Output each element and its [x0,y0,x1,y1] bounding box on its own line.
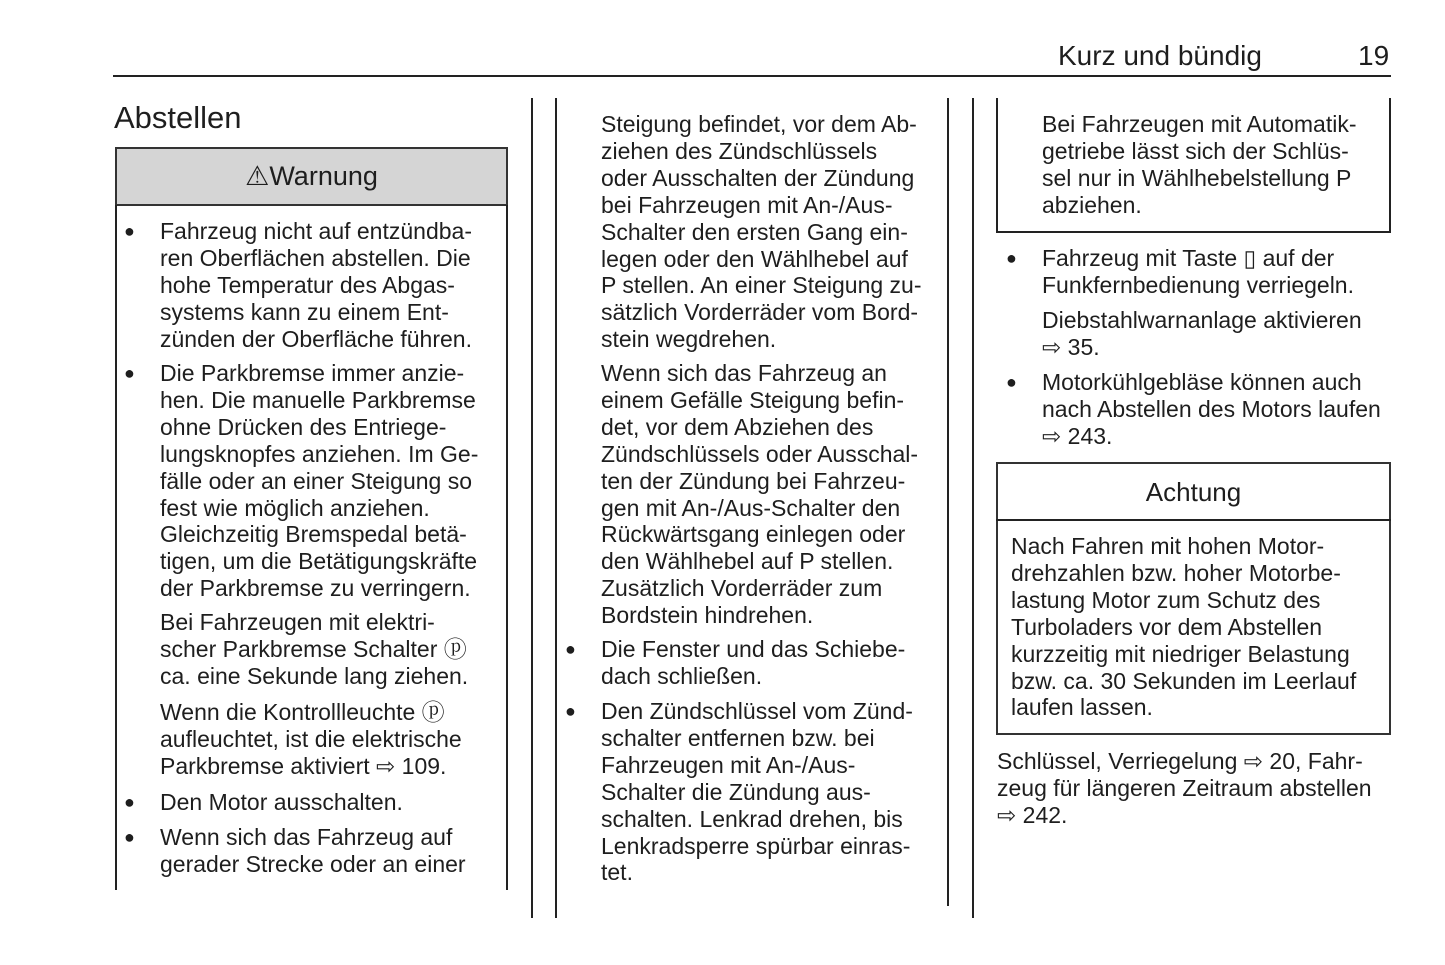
text-line: Parkbremse aktiviert ⇨ 109. [160,752,447,779]
bullet-icon: ● [124,221,135,241]
text-line: sel nur in Wählhebelstellung P [1042,164,1352,191]
text-line: Steigung befindet, vor dem Ab- [601,111,917,137]
text-line: stein wegdrehen. [601,326,777,353]
section-title: Kurz und bündig [1058,40,1262,71]
text-line: Gleichzeitig Bremspedal betä- [160,521,467,548]
text-line: fälle oder an einer Steigung so [160,467,472,494]
text-line: laufen lassen. [1011,694,1153,721]
text-line: Rückwärtsgang einlegen oder [601,521,906,548]
text-line: getriebe lässt sich der Schlüs- [1042,137,1349,164]
text-line: ⇨ 242. [997,801,1068,828]
caution-label: Achtung [1145,477,1242,507]
text-line: tigen, um die Betätigungskräfte [160,548,478,575]
text-line: legen oder den Wählhebel auf [601,245,908,272]
text-line: lungsknopfes anziehen. Im Ge- [160,440,479,467]
text-line: Turboladers vor dem Abstellen [1011,613,1323,640]
warning-triangle-icon: ⚠ [245,161,270,191]
text-line: zünden der Oberfläche führen. [160,325,472,352]
bullet-icon: ● [124,363,135,383]
text-line: nach Abstellen des Motors laufen [1042,395,1381,422]
text-line: ten der Zündung bei Fahrzeu- [601,467,906,494]
text-line: dach schließen. [601,662,763,689]
warning-box-left-border [555,98,557,918]
text-line: Bordstein hindrehen. [601,602,814,629]
text-line: zeug für längeren Zeitraum abstellen [997,774,1372,801]
text-line: kurzzeitig mit niedriger Belastung [1011,640,1350,667]
page-title: Abstellen [114,100,242,135]
page-number: 19 [1358,40,1390,71]
text-line: bei Fahrzeugen mit An-/Aus- [601,191,893,218]
text-line: der Parkbremse zu verringern. [160,575,471,602]
text-line: Den Motor ausschalten. [160,789,403,815]
bullet-icon: ● [124,827,135,847]
column-divider [972,98,974,918]
text-line: einem Gefälle Steigung befin- [601,386,905,413]
text-line: Den Zündschlüssel vom Zünd- [601,698,913,724]
text-line: Wenn die Kontrollleuchte ⓟ [160,699,445,725]
text-line: hohe Temperatur des Abgas- [160,271,455,298]
text-line: aufleuchtet, ist die elektrische [160,725,462,752]
text-line: gerader Strecke oder an einer [160,850,466,877]
bullet-icon: ● [1006,248,1017,268]
text-line: Bei Fahrzeugen mit Automatik- [1042,111,1357,137]
text-line: gen mit An-/Aus-Schalter den [601,494,901,521]
text-line: abziehen. [1042,191,1142,218]
warning-box-left-border [115,205,117,890]
text-line: bzw. ca. 30 Sekunden im Leerlauf [1011,667,1357,694]
text-line: oder Ausschalten der Zündung [601,164,915,191]
warning-box-right-border [1389,98,1391,233]
bullet-icon: ● [565,639,576,659]
text-line: scher Parkbremse Schalter ⓟ [160,635,467,662]
text-line: Funkfernbedienung verriegeln. [1042,271,1354,298]
text-line: Zusätzlich Vorderräder zum [601,575,883,602]
bullet-icon: ● [565,701,576,721]
text-line: Die Fenster und das Schiebe- [601,636,906,662]
text-line: Wenn sich das Fahrzeug an [601,360,887,386]
warning-box-bottom-border [996,231,1391,233]
text-line: Schalter den ersten Gang ein- [601,218,908,245]
bullet-icon: ● [1006,372,1017,392]
text-line: systems kann zu einem Ent- [160,298,449,325]
text-line: Fahrzeugen mit An-/Aus- [601,751,856,778]
text-line: Schalter die Zündung aus- [601,778,871,805]
text-line: drehzahlen bzw. hoher Motorbe- [1011,559,1341,586]
warning-label: Warnung [269,161,378,191]
text-line: Diebstahlwarnanlage aktivieren [1042,307,1362,333]
bullet-icon: ● [124,792,135,812]
text-line: ⇨ 243. [1042,422,1113,449]
text-line: Lenkradsperre spürbar einras- [601,832,911,859]
text-line: tet. [601,859,633,886]
text-line: Motorkühlgebläse können auch [1042,369,1362,395]
text-line: Nach Fahren mit hohen Motor- [1011,533,1325,559]
caution-header-divider [996,519,1391,521]
text-line: Wenn sich das Fahrzeug auf [160,824,453,850]
warning-box-right-border [947,98,949,906]
text-line: Fahrzeug mit Taste ▯ auf der [1042,245,1335,271]
text-line: den Wählhebel auf P stellen. [601,548,894,575]
text-line: P stellen. An einer Steigung zu- [601,272,922,299]
warning-header [115,147,508,206]
text-line: Fahrzeug nicht auf entzündba- [160,218,472,244]
warning-box-right-border [506,205,508,890]
warning-box-left-border [996,98,998,233]
text-line: lastung Motor zum Schutz des [1011,586,1321,613]
text-line: schalten. Lenkrad drehen, bis [601,805,903,832]
text-line: Zündschlüssels oder Ausschal- [601,440,919,467]
text-line: sätzlich Vorderräder vom Bord- [601,299,919,326]
text-line: Die Parkbremse immer anzie- [160,360,465,386]
text-line: det, vor dem Abziehen des [601,413,874,440]
text-line: ca. eine Sekunde lang ziehen. [160,662,469,689]
text-line: fest wie möglich anziehen. [160,494,430,521]
text-line: schalter entfernen bzw. bei [601,724,875,751]
text-line: Bei Fahrzeugen mit elektri- [160,609,435,635]
text-line: Schlüssel, Verriegelung ⇨ 20, Fahr- [997,748,1363,774]
text-line: ⇨ 35. [1042,333,1100,360]
text-line: ohne Drücken des Entriege- [160,413,447,440]
text-line: hen. Die manuelle Parkbremse [160,386,476,413]
column-divider [531,98,533,918]
text-line: ziehen des Zündschlüssels [601,137,878,164]
header-rule [113,75,1391,77]
text-line: ren Oberflächen abstellen. Die [160,244,471,271]
